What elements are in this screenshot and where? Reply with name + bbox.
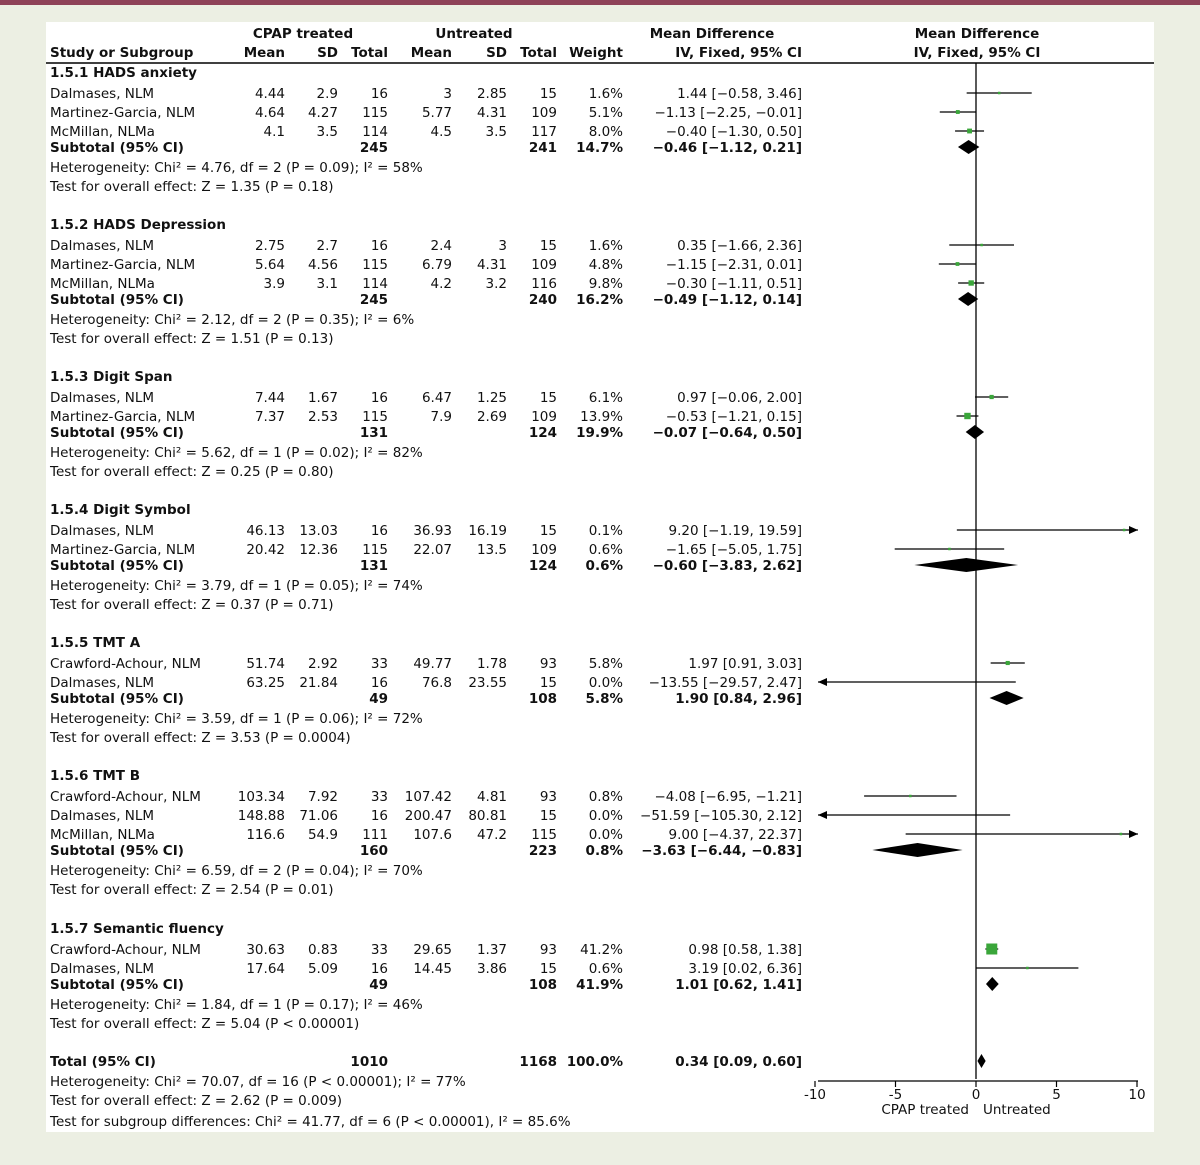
- cpap-sd: 2.92: [307, 656, 338, 672]
- subtotal-diamond: [966, 425, 984, 439]
- header-sd-1: SD: [317, 45, 338, 61]
- cpap-sd: 4.27: [307, 105, 338, 121]
- study-ci-text: 0.35 [−1.66, 2.36]: [677, 238, 802, 254]
- subtotal-ci-text: −3.63 [−6.44, −0.83]: [641, 843, 802, 859]
- study-marker: [998, 92, 1001, 95]
- subgroup-title: 1.5.2 HADS Depression: [50, 217, 226, 233]
- total-heterogeneity: Heterogeneity: Chi² = 70.07, df = 16 (P < 0.00001); I² = 77%: [50, 1074, 466, 1090]
- study-weight: 6.1%: [588, 390, 623, 406]
- study-ci-text: −1.15 [−2.31, 0.01]: [665, 257, 802, 273]
- cpap-total: 33: [370, 656, 388, 672]
- subtotal-label: Subtotal (95% CI): [50, 977, 184, 993]
- study-marker: [1026, 967, 1029, 970]
- subtotal-weight: 16.2%: [576, 292, 623, 308]
- subtotal-label: Subtotal (95% CI): [50, 292, 184, 308]
- subtotal-label: Subtotal (95% CI): [50, 691, 184, 707]
- untreated-total: 15: [539, 390, 557, 406]
- study-name: Dalmases, NLM: [50, 523, 155, 539]
- x-axis-tick-label: 5: [1052, 1087, 1061, 1103]
- subtotal-ci-text: −0.07 [−0.64, 0.50]: [652, 425, 802, 441]
- cpap-mean: 4.64: [254, 105, 285, 121]
- subgroup-title: 1.5.7 Semantic fluency: [50, 921, 224, 937]
- cpap-mean: 46.13: [246, 523, 285, 539]
- untreated-mean: 7.9: [430, 409, 452, 425]
- untreated-mean: 107.6: [413, 827, 452, 843]
- untreated-sd: 4.31: [476, 257, 507, 273]
- cpap-mean: 103.34: [237, 789, 285, 805]
- subtotal-ci-text: −0.60 [−3.83, 2.62]: [652, 558, 802, 574]
- untreated-sd: 3: [498, 238, 507, 254]
- untreated-sd: 3.5: [485, 124, 507, 140]
- ci-arrow-right: [1129, 526, 1138, 534]
- study-marker: [909, 795, 912, 798]
- cpap-mean: 116.6: [246, 827, 285, 843]
- untreated-sd: 80.81: [468, 808, 507, 824]
- cpap-mean: 7.44: [254, 390, 285, 406]
- cpap-sd: 3.1: [316, 276, 338, 292]
- study-ci-text: −4.08 [−6.95, −1.21]: [654, 789, 802, 805]
- cpap-total: 115: [362, 409, 388, 425]
- header-study-col: Study or Subgroup: [50, 45, 194, 61]
- total-label: Total (95% CI): [50, 1054, 156, 1070]
- cpap-sd: 54.9: [307, 827, 338, 843]
- study-marker: [956, 110, 960, 114]
- cpap-sd: 13.03: [299, 523, 338, 539]
- ci-arrow-left: [818, 811, 827, 819]
- cpap-sd: 1.67: [307, 390, 338, 406]
- subgroup-title: 1.5.1 HADS anxiety: [50, 65, 197, 81]
- cpap-total: 33: [370, 789, 388, 805]
- untreated-total: 15: [539, 523, 557, 539]
- subgroup-heterogeneity: Heterogeneity: Chi² = 4.76, df = 2 (P = 0.09); I² = 58%: [50, 160, 423, 176]
- header-total-1: Total: [351, 45, 388, 61]
- x-axis-tick-label: -5: [888, 1087, 903, 1103]
- cpap-total: 16: [370, 86, 388, 102]
- subtotal-n2: 240: [528, 292, 557, 308]
- untreated-sd: 2.69: [476, 409, 507, 425]
- total-weight: 100.0%: [566, 1054, 623, 1070]
- study-weight: 9.8%: [588, 276, 623, 292]
- header-effect-method: IV, Fixed, 95% CI: [675, 45, 802, 61]
- untreated-total: 93: [539, 942, 557, 958]
- subtotal-ci-text: −0.49 [−1.12, 0.14]: [652, 292, 802, 308]
- study-name: Martinez-Garcia, NLM: [50, 542, 196, 558]
- untreated-mean: 3: [443, 86, 452, 102]
- total-ci-text: 0.34 [0.09, 0.60]: [675, 1054, 802, 1070]
- cpap-mean: 7.37: [254, 409, 285, 425]
- untreated-sd: 1.25: [476, 390, 507, 406]
- untreated-sd: 16.19: [468, 523, 507, 539]
- study-marker: [986, 944, 997, 955]
- study-weight: 4.8%: [588, 257, 623, 273]
- untreated-total: 15: [539, 675, 557, 691]
- header-sd-2: SD: [486, 45, 507, 61]
- study-weight: 0.0%: [588, 675, 623, 691]
- subtotal-n1: 131: [359, 425, 388, 441]
- total-diamond: [977, 1054, 985, 1068]
- cpap-mean: 4.1: [263, 124, 285, 140]
- cpap-mean: 63.25: [246, 675, 285, 691]
- subgroup-heterogeneity: Heterogeneity: Chi² = 3.79, df = 1 (P = 0.05); I² = 74%: [50, 578, 423, 594]
- subtotal-n2: 241: [528, 140, 557, 156]
- cpap-total: 16: [370, 808, 388, 824]
- untreated-mean: 6.47: [421, 390, 452, 406]
- study-marker: [1120, 833, 1123, 836]
- subgroup-heterogeneity: Heterogeneity: Chi² = 3.59, df = 1 (P = 0.06); I² = 72%: [50, 711, 423, 727]
- untreated-sd: 1.78: [476, 656, 507, 672]
- subtotal-weight: 0.6%: [585, 558, 623, 574]
- subtotal-label: Subtotal (95% CI): [50, 558, 184, 574]
- header-weight: Weight: [569, 45, 623, 61]
- header-mean-1: Mean: [243, 45, 285, 61]
- study-name: Dalmases, NLM: [50, 808, 155, 824]
- cpap-total: 114: [362, 124, 388, 140]
- study-weight: 1.6%: [588, 238, 623, 254]
- untreated-sd: 4.81: [476, 789, 507, 805]
- cpap-total: 16: [370, 961, 388, 977]
- untreated-total: 109: [531, 105, 557, 121]
- cpap-mean: 5.64: [254, 257, 285, 273]
- subgroup-differences-test: Test for subgroup differences: Chi² = 41.77, df = 6 (P < 0.00001), I² = 85.6%: [50, 1114, 571, 1130]
- subtotal-ci-text: 1.01 [0.62, 1.41]: [675, 977, 802, 993]
- axis-left-label: CPAP treated: [881, 1102, 969, 1118]
- untreated-mean: 2.4: [430, 238, 452, 254]
- cpap-total: 115: [362, 105, 388, 121]
- study-marker: [967, 129, 972, 134]
- study-ci-text: −1.13 [−2.25, −0.01]: [654, 105, 802, 121]
- subtotal-n1: 160: [359, 843, 388, 859]
- subtotal-weight: 41.9%: [576, 977, 623, 993]
- cpap-sd: 0.83: [307, 942, 338, 958]
- untreated-mean: 5.77: [421, 105, 452, 121]
- cpap-total: 16: [370, 675, 388, 691]
- subtotal-n1: 245: [359, 292, 388, 308]
- untreated-total: 93: [539, 656, 557, 672]
- study-name: Dalmases, NLM: [50, 390, 155, 406]
- header-group2: Untreated: [435, 26, 513, 42]
- untreated-total: 116: [531, 276, 557, 292]
- untreated-mean: 6.79: [421, 257, 452, 273]
- study-ci-text: 3.19 [0.02, 6.36]: [688, 961, 802, 977]
- subtotal-weight: 19.9%: [576, 425, 623, 441]
- untreated-mean: 76.8: [421, 675, 452, 691]
- study-name: Dalmases, NLM: [50, 961, 155, 977]
- subtotal-n1: 49: [369, 691, 388, 707]
- subtotal-diamond: [986, 977, 999, 991]
- header-plot-title: Mean Difference: [914, 26, 1040, 42]
- untreated-total: 93: [539, 789, 557, 805]
- cpap-sd: 7.92: [307, 789, 338, 805]
- cpap-mean: 3.9: [263, 276, 285, 292]
- study-name: Crawford-Achour, NLM: [50, 656, 201, 672]
- study-weight: 0.0%: [588, 827, 623, 843]
- study-name: Martinez-Garcia, NLM: [50, 409, 196, 425]
- cpap-sd: 3.5: [316, 124, 338, 140]
- study-weight: 0.1%: [588, 523, 623, 539]
- study-ci-text: −13.55 [−29.57, 2.47]: [648, 675, 802, 691]
- subtotal-n1: 131: [359, 558, 388, 574]
- cpap-sd: 71.06: [299, 808, 338, 824]
- subgroup-title: 1.5.4 Digit Symbol: [50, 502, 191, 518]
- subgroup-overall-effect: Test for overall effect: Z = 5.04 (P < 0.00001): [50, 1016, 360, 1032]
- cpap-sd: 2.53: [307, 409, 338, 425]
- study-weight: 0.6%: [588, 961, 623, 977]
- subtotal-n2: 108: [528, 977, 557, 993]
- study-ci-text: 9.20 [−1.19, 19.59]: [668, 523, 802, 539]
- untreated-total: 15: [539, 86, 557, 102]
- untreated-mean: 4.5: [430, 124, 452, 140]
- study-weight: 13.9%: [580, 409, 623, 425]
- untreated-mean: 36.93: [413, 523, 452, 539]
- untreated-total: 109: [531, 257, 557, 273]
- cpap-mean: 20.42: [246, 542, 285, 558]
- untreated-sd: 4.31: [476, 105, 507, 121]
- subtotal-diamond: [872, 843, 962, 857]
- untreated-sd: 23.55: [468, 675, 507, 691]
- subgroup-heterogeneity: Heterogeneity: Chi² = 6.59, df = 2 (P = 0.04); I² = 70%: [50, 863, 423, 879]
- study-weight: 5.8%: [588, 656, 623, 672]
- untreated-total: 15: [539, 808, 557, 824]
- study-marker: [968, 280, 973, 285]
- untreated-mean: 22.07: [413, 542, 452, 558]
- header-total-2: Total: [520, 45, 557, 61]
- study-ci-text: −0.53 [−1.21, 0.15]: [665, 409, 802, 425]
- subgroup-title: 1.5.5 TMT A: [50, 635, 141, 651]
- untreated-total: 109: [531, 409, 557, 425]
- subgroup-overall-effect: Test for overall effect: Z = 2.54 (P = 0.01): [50, 882, 334, 898]
- study-marker: [956, 262, 960, 266]
- study-name: McMillan, NLMa: [50, 124, 155, 140]
- cpap-total: 115: [362, 257, 388, 273]
- subtotal-weight: 0.8%: [585, 843, 623, 859]
- subtotal-label: Subtotal (95% CI): [50, 425, 184, 441]
- study-ci-text: 9.00 [−4.37, 22.37]: [668, 827, 802, 843]
- study-name: McMillan, NLMa: [50, 276, 155, 292]
- x-axis-tick-label: 0: [971, 1087, 981, 1103]
- subgroup-heterogeneity: Heterogeneity: Chi² = 2.12, df = 2 (P = 0.35); I² = 6%: [50, 312, 415, 328]
- study-ci-text: −0.40 [−1.30, 0.50]: [665, 124, 802, 140]
- cpap-mean: 148.88: [237, 808, 285, 824]
- untreated-mean: 4.2: [430, 276, 452, 292]
- axis-right-label: Untreated: [983, 1102, 1051, 1118]
- subtotal-n2: 124: [528, 425, 557, 441]
- untreated-total: 15: [539, 961, 557, 977]
- study-name: Dalmases, NLM: [50, 675, 155, 691]
- subgroup-heterogeneity: Heterogeneity: Chi² = 1.84, df = 1 (P = 0.17); I² = 46%: [50, 997, 423, 1013]
- x-axis-tick-label: -10: [803, 1087, 827, 1103]
- header-group1: CPAP treated: [252, 26, 354, 42]
- cpap-total: 33: [370, 942, 388, 958]
- cpap-mean: 4.44: [254, 86, 285, 102]
- study-weight: 0.8%: [588, 789, 623, 805]
- header-mean-2: Mean: [410, 45, 452, 61]
- total-n1: 1010: [350, 1054, 388, 1070]
- total-overall-effect: Test for overall effect: Z = 2.62 (P = 0.009): [50, 1093, 343, 1109]
- untreated-mean: 200.47: [404, 808, 452, 824]
- study-marker: [964, 413, 970, 419]
- subtotal-label: Subtotal (95% CI): [50, 140, 184, 156]
- cpap-total: 111: [362, 827, 388, 843]
- untreated-sd: 1.37: [476, 942, 507, 958]
- ci-arrow-right: [1129, 830, 1138, 838]
- cpap-mean: 2.75: [254, 238, 285, 254]
- subgroup-heterogeneity: Heterogeneity: Chi² = 5.62, df = 1 (P = 0.02); I² = 82%: [50, 445, 423, 461]
- cpap-total: 16: [370, 238, 388, 254]
- subgroup-title: 1.5.6 TMT B: [50, 768, 140, 784]
- cpap-total: 114: [362, 276, 388, 292]
- study-name: Dalmases, NLM: [50, 86, 155, 102]
- cpap-sd: 4.56: [307, 257, 338, 273]
- subtotal-n2: 223: [528, 843, 557, 859]
- study-ci-text: −0.30 [−1.11, 0.51]: [665, 276, 802, 292]
- untreated-total: 15: [539, 238, 557, 254]
- study-ci-text: −51.59 [−105.30, 2.12]: [640, 808, 802, 824]
- subtotal-ci-text: −0.46 [−1.12, 0.21]: [652, 140, 802, 156]
- subtotal-n1: 49: [369, 977, 388, 993]
- cpap-sd: 2.7: [316, 238, 338, 254]
- study-weight: 1.6%: [588, 86, 623, 102]
- ci-arrow-left: [818, 678, 827, 686]
- cpap-total: 16: [370, 390, 388, 406]
- untreated-mean: 14.45: [413, 961, 452, 977]
- study-marker: [948, 548, 951, 551]
- study-weight: 8.0%: [588, 124, 623, 140]
- study-ci-text: −1.65 [−5.05, 1.75]: [665, 542, 802, 558]
- untreated-mean: 49.77: [413, 656, 452, 672]
- study-marker: [1006, 661, 1010, 665]
- subgroup-overall-effect: Test for overall effect: Z = 1.35 (P = 0.18): [50, 179, 334, 195]
- subtotal-label: Subtotal (95% CI): [50, 843, 184, 859]
- subgroup-overall-effect: Test for overall effect: Z = 0.25 (P = 0.80): [50, 464, 334, 480]
- total-n2: 1168: [519, 1054, 557, 1070]
- study-name: Dalmases, NLM: [50, 238, 155, 254]
- subgroup-overall-effect: Test for overall effect: Z = 1.51 (P = 0.13): [50, 331, 334, 347]
- study-ci-text: 1.44 [−0.58, 3.46]: [677, 86, 802, 102]
- subgroup-title: 1.5.3 Digit Span: [50, 369, 173, 385]
- subtotal-diamond: [990, 691, 1024, 705]
- subtotal-n2: 108: [528, 691, 557, 707]
- cpap-total: 115: [362, 542, 388, 558]
- untreated-sd: 47.2: [476, 827, 507, 843]
- untreated-mean: 29.65: [413, 942, 452, 958]
- subtotal-ci-text: 1.90 [0.84, 2.96]: [675, 691, 802, 707]
- study-name: Crawford-Achour, NLM: [50, 789, 201, 805]
- study-name: McMillan, NLMa: [50, 827, 155, 843]
- untreated-sd: 3.2: [485, 276, 507, 292]
- untreated-sd: 2.85: [476, 86, 507, 102]
- cpap-sd: 5.09: [307, 961, 338, 977]
- study-name: Martinez-Garcia, NLM: [50, 105, 196, 121]
- subgroup-overall-effect: Test for overall effect: Z = 3.53 (P = 0.0004): [50, 730, 351, 746]
- subgroup-overall-effect: Test for overall effect: Z = 0.37 (P = 0.71): [50, 597, 334, 613]
- study-name: Crawford-Achour, NLM: [50, 942, 201, 958]
- subtotal-n2: 124: [528, 558, 557, 574]
- untreated-total: 109: [531, 542, 557, 558]
- untreated-total: 115: [531, 827, 557, 843]
- cpap-sd: 21.84: [299, 675, 338, 691]
- cpap-sd: 12.36: [299, 542, 338, 558]
- subtotal-diamond: [958, 292, 978, 306]
- study-marker: [990, 395, 994, 399]
- study-name: Martinez-Garcia, NLM: [50, 257, 196, 273]
- study-marker: [980, 244, 983, 247]
- header-plot-method: IV, Fixed, 95% CI: [913, 45, 1041, 61]
- subtotal-weight: 5.8%: [585, 691, 623, 707]
- study-marker: [1123, 529, 1126, 532]
- cpap-mean: 30.63: [246, 942, 285, 958]
- subtotal-n1: 245: [359, 140, 388, 156]
- untreated-mean: 107.42: [404, 789, 452, 805]
- subtotal-diamond: [914, 558, 1018, 572]
- study-ci-text: 1.97 [0.91, 3.03]: [688, 656, 802, 672]
- subtotal-weight: 14.7%: [576, 140, 623, 156]
- study-weight: 0.6%: [588, 542, 623, 558]
- cpap-mean: 51.74: [246, 656, 285, 672]
- cpap-sd: 2.9: [316, 86, 338, 102]
- cpap-total: 16: [370, 523, 388, 539]
- study-ci-text: 0.97 [−0.06, 2.00]: [677, 390, 802, 406]
- untreated-total: 117: [531, 124, 557, 140]
- study-weight: 0.0%: [588, 808, 623, 824]
- untreated-sd: 13.5: [476, 542, 507, 558]
- study-ci-text: 0.98 [0.58, 1.38]: [688, 942, 802, 958]
- header-effect-col: Mean Difference: [649, 26, 775, 42]
- cpap-mean: 17.64: [246, 961, 285, 977]
- study-weight: 41.2%: [580, 942, 623, 958]
- untreated-sd: 3.86: [476, 961, 507, 977]
- x-axis-tick-label: 10: [1128, 1087, 1146, 1103]
- study-weight: 5.1%: [588, 105, 623, 121]
